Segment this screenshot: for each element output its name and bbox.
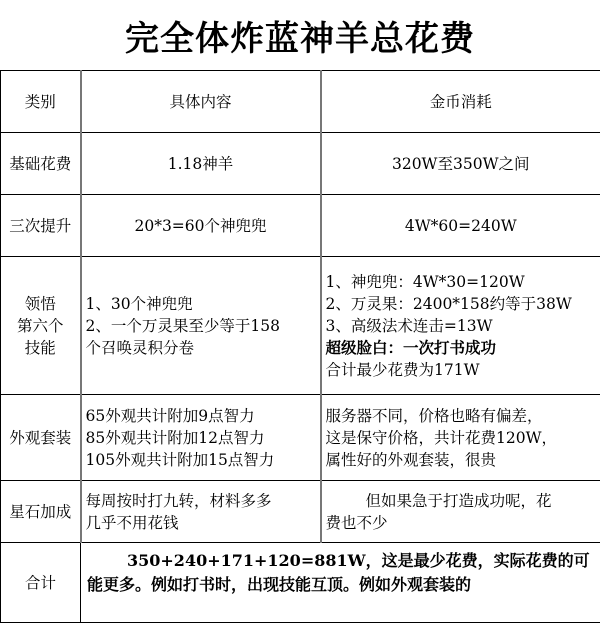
total-label: 合计 xyxy=(1,543,81,623)
header-content: 具体内容 xyxy=(81,71,321,133)
row-category: 三次提升 xyxy=(1,195,81,257)
table-row xyxy=(1,481,600,543)
row-content: 20*3=60个神兜兜 xyxy=(81,195,321,257)
header-cost: 金币消耗 xyxy=(321,71,600,133)
cost-subtotal: 合计最少花费为171W xyxy=(326,359,597,381)
row-content: 1.18神羊 xyxy=(81,133,321,195)
header-category: 类别 xyxy=(1,71,81,133)
row-cost: 服务器不同，价格也略有偏差， 这是保守价格，共计花费120W， 属性好的外观套装，很贵 xyxy=(321,395,600,481)
table-row xyxy=(1,133,600,195)
cost-table xyxy=(0,70,600,623)
row-cost: 4W*60=240W xyxy=(321,195,600,257)
row-cost: 1、神兜兜：4W*30=120W 2、万灵果：2400*158约等于38W 3、高级法术连击=13W 超级脸白：一次打书成功 合计最少花费为171W xyxy=(321,257,600,395)
row-category: 外观套装 xyxy=(1,395,81,481)
row-cost: 但如果急于打造成功呢，花 费也不少 xyxy=(321,481,600,543)
row-content: 1、30个神兜兜 2、一个万灵果至少等于158 个召唤灵积分卷 xyxy=(81,257,321,395)
cost-highlight: 超级脸白：一次打书成功 xyxy=(326,337,597,359)
table-row xyxy=(1,395,600,481)
row-category: 星石加成 xyxy=(1,481,81,543)
row-cost: 320W至350W之间 xyxy=(321,133,600,195)
table-row xyxy=(1,257,600,395)
table-row xyxy=(1,195,600,257)
row-category: 基础花费 xyxy=(1,133,81,195)
total-text: 350+240+171+120=881W，这是最少花费，实际花费的可能更多。例如打书时，出现技能互顶。例如外观套装的 xyxy=(81,543,600,623)
row-content: 每周按时打九转，材料多多 几乎不用花钱 xyxy=(81,481,321,543)
total-row xyxy=(1,543,600,623)
row-content: 65外观共计附加9点智力 85外观共计附加12点智力 105外观共计附加15点智力 xyxy=(81,395,321,481)
row-category: 领悟 第六个 技能 xyxy=(1,257,81,395)
page-title: 完全体炸蓝神羊总花费 xyxy=(0,0,600,70)
table-header-row xyxy=(1,71,600,133)
